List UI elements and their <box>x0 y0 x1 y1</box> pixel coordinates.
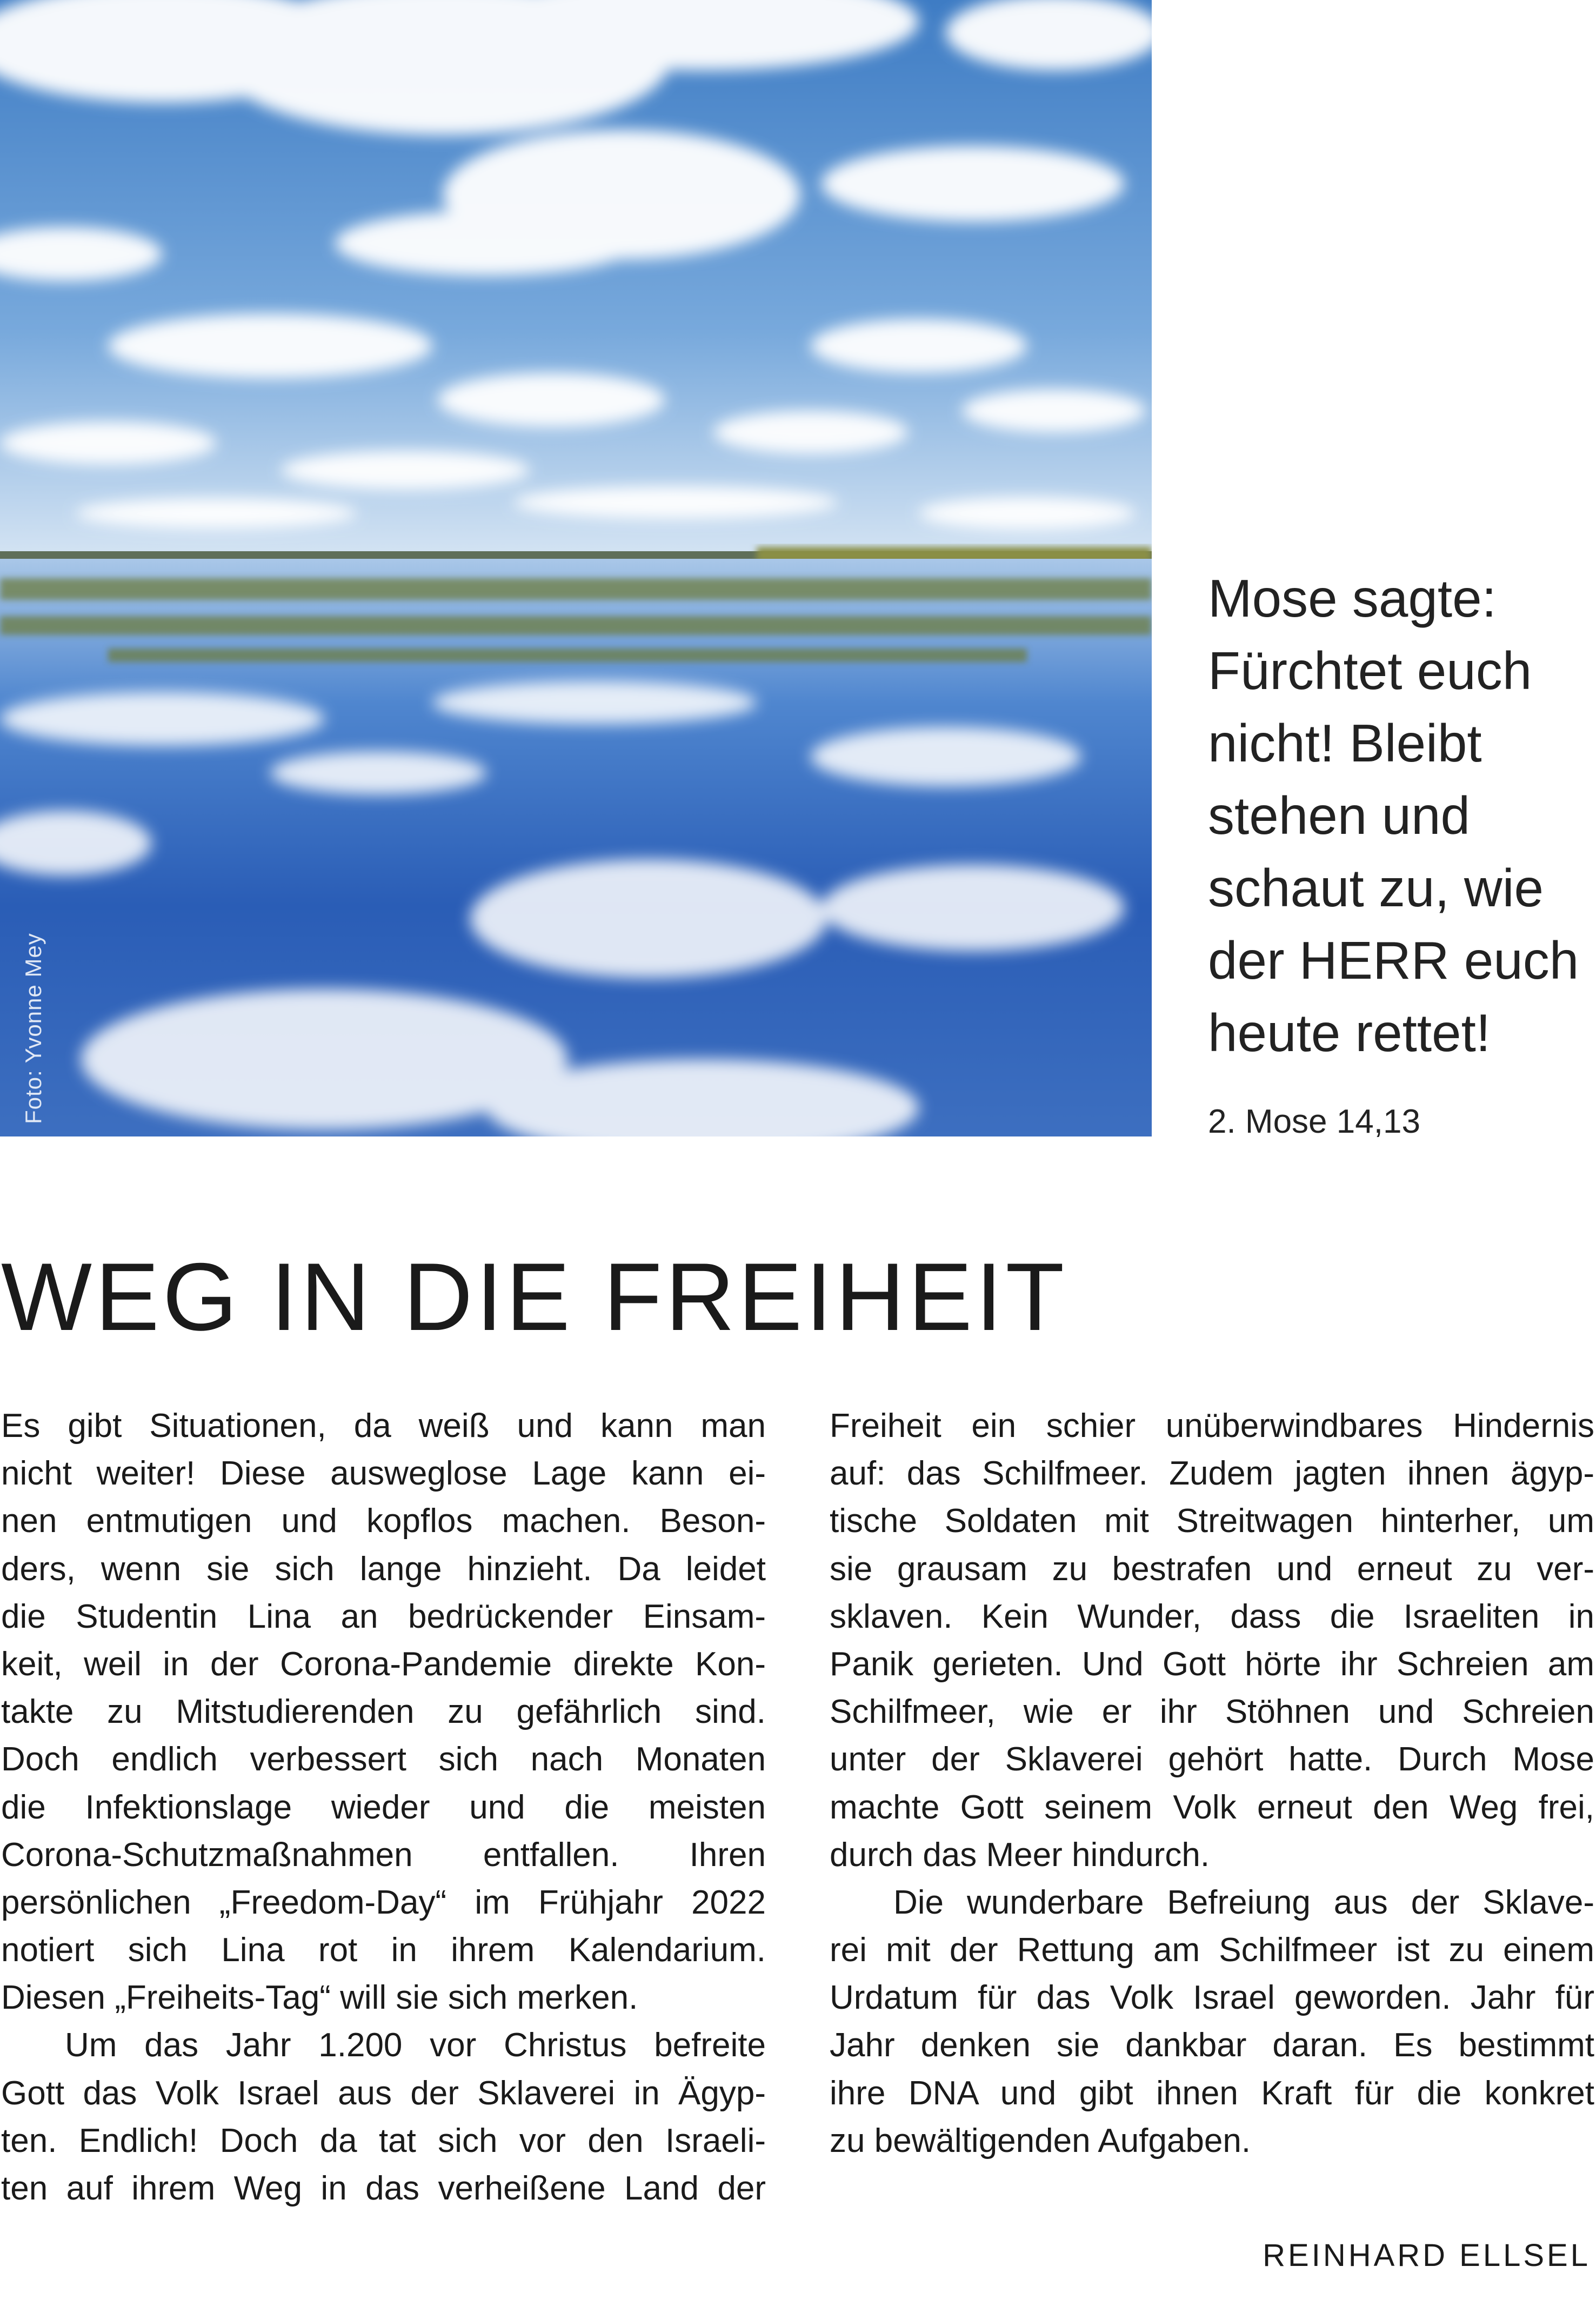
text-line: nen entmutigen und kopflos machen. Beson- <box>1 1502 766 1540</box>
text-line: keit, weil in der Corona-Pandemie direkte Kon- <box>1 1645 766 1683</box>
text-line: Urdatum für das Volk Israel geworden. Jahr für <box>830 1979 1594 2017</box>
text-line: Corona-Schutzmaßnahmen entfallen. Ihren <box>1 1836 766 1874</box>
text-line: Jahr denken sie dankbar daran. Es bestimmt <box>830 2027 1594 2064</box>
text-line: Freiheit ein schier unüberwindbares Hindernis <box>830 1407 1594 1445</box>
text-line: zu bewältigenden Aufgaben. <box>830 2122 1251 2159</box>
text-line: Diesen „Freiheits-Tag“ will sie sich merken. <box>1 1979 638 2017</box>
quote-line: nicht! Bleibt <box>1208 713 1482 773</box>
article-column-left <box>1 1402 766 2212</box>
article-author: REINHARD ELLSEL <box>1263 2238 1591 2273</box>
text-line: Doch endlich verbessert sich nach Monaten <box>1 1741 766 1779</box>
text-line: die Infektionslage wieder und die meisten <box>1 1788 766 1826</box>
text-line: machte Gott seinem Volk erneut den Weg frei, <box>830 1788 1594 1826</box>
quote-line: stehen und <box>1208 786 1470 845</box>
quote-reference: 2. Mose 14,13 <box>1208 1103 1420 1140</box>
photo-credit: Foto: Yvonne Mey <box>21 933 46 1124</box>
lake-photo <box>0 0 1152 1136</box>
text-line: auf: das Schilfmeer. Zudem jagten ihnen ägyp- <box>830 1455 1594 1493</box>
text-line: sie grausam zu bestrafen und erneut zu ver- <box>830 1550 1594 1588</box>
text-line: Schilfmeer, wie er ihr Stöhnen und Schreien <box>830 1693 1594 1731</box>
text-line: ten. Endlich! Doch da tat sich vor den Israeli- <box>1 2122 766 2159</box>
text-line: sklaven. Kein Wunder, dass die Israeliten in <box>830 1597 1594 1635</box>
text-line: tische Soldaten mit Streitwagen hinterher, um <box>830 1502 1594 1540</box>
article-column-right <box>830 1402 1594 2165</box>
text-line: ihre DNA und gibt ihnen Kraft für die konkret <box>830 2074 1594 2112</box>
article-title: WEG IN DIE FREIHEIT <box>1 1243 1068 1350</box>
text-line: durch das Meer hindurch. <box>830 1836 1210 1874</box>
text-line: ten auf ihrem Weg in das verheißene Land der <box>1 2170 766 2207</box>
text-line: Gott das Volk Israel aus der Sklaverei in Ägyp- <box>1 2074 766 2112</box>
text-line: ders, wenn sie sich lange hinzieht. Da leidet <box>1 1550 766 1588</box>
bible-quote <box>1208 562 1581 1069</box>
text-line: rei mit der Rettung am Schilfmeer ist zu einem <box>830 1931 1594 1969</box>
text-line: unter der Sklaverei gehört hatte. Durch Mose <box>830 1741 1594 1779</box>
text-line: Die wunderbare Befreiung aus der Sklave- <box>893 1883 1594 1921</box>
quote-line: Fürchtet euch <box>1208 641 1532 700</box>
quote-line: Mose sagte: <box>1208 569 1497 628</box>
text-line: persönlichen „Freedom-Day“ im Frühjahr 2022 <box>1 1883 766 1921</box>
text-line: Es gibt Situationen, da weiß und kann man <box>1 1407 766 1445</box>
text-line: Um das Jahr 1.200 vor Christus befreite <box>65 2027 766 2064</box>
quote-line: der HERR euch <box>1208 931 1579 990</box>
quote-line: schaut zu, wie <box>1208 858 1544 918</box>
text-line: notiert sich Lina rot in ihrem Kalendarium. <box>1 1931 766 1969</box>
lake-photo-graphic <box>0 0 1152 1136</box>
text-line: die Studentin Lina an bedrückender Einsam- <box>1 1597 766 1635</box>
text-line: takte zu Mitstudierenden zu gefährlich sind. <box>1 1693 766 1731</box>
text-line: Panik gerieten. Und Gott hörte ihr Schreien am <box>830 1645 1594 1683</box>
text-line: nicht weiter! Diese ausweglose Lage kann ei- <box>1 1455 766 1493</box>
quote-line: heute rettet! <box>1208 1003 1491 1062</box>
